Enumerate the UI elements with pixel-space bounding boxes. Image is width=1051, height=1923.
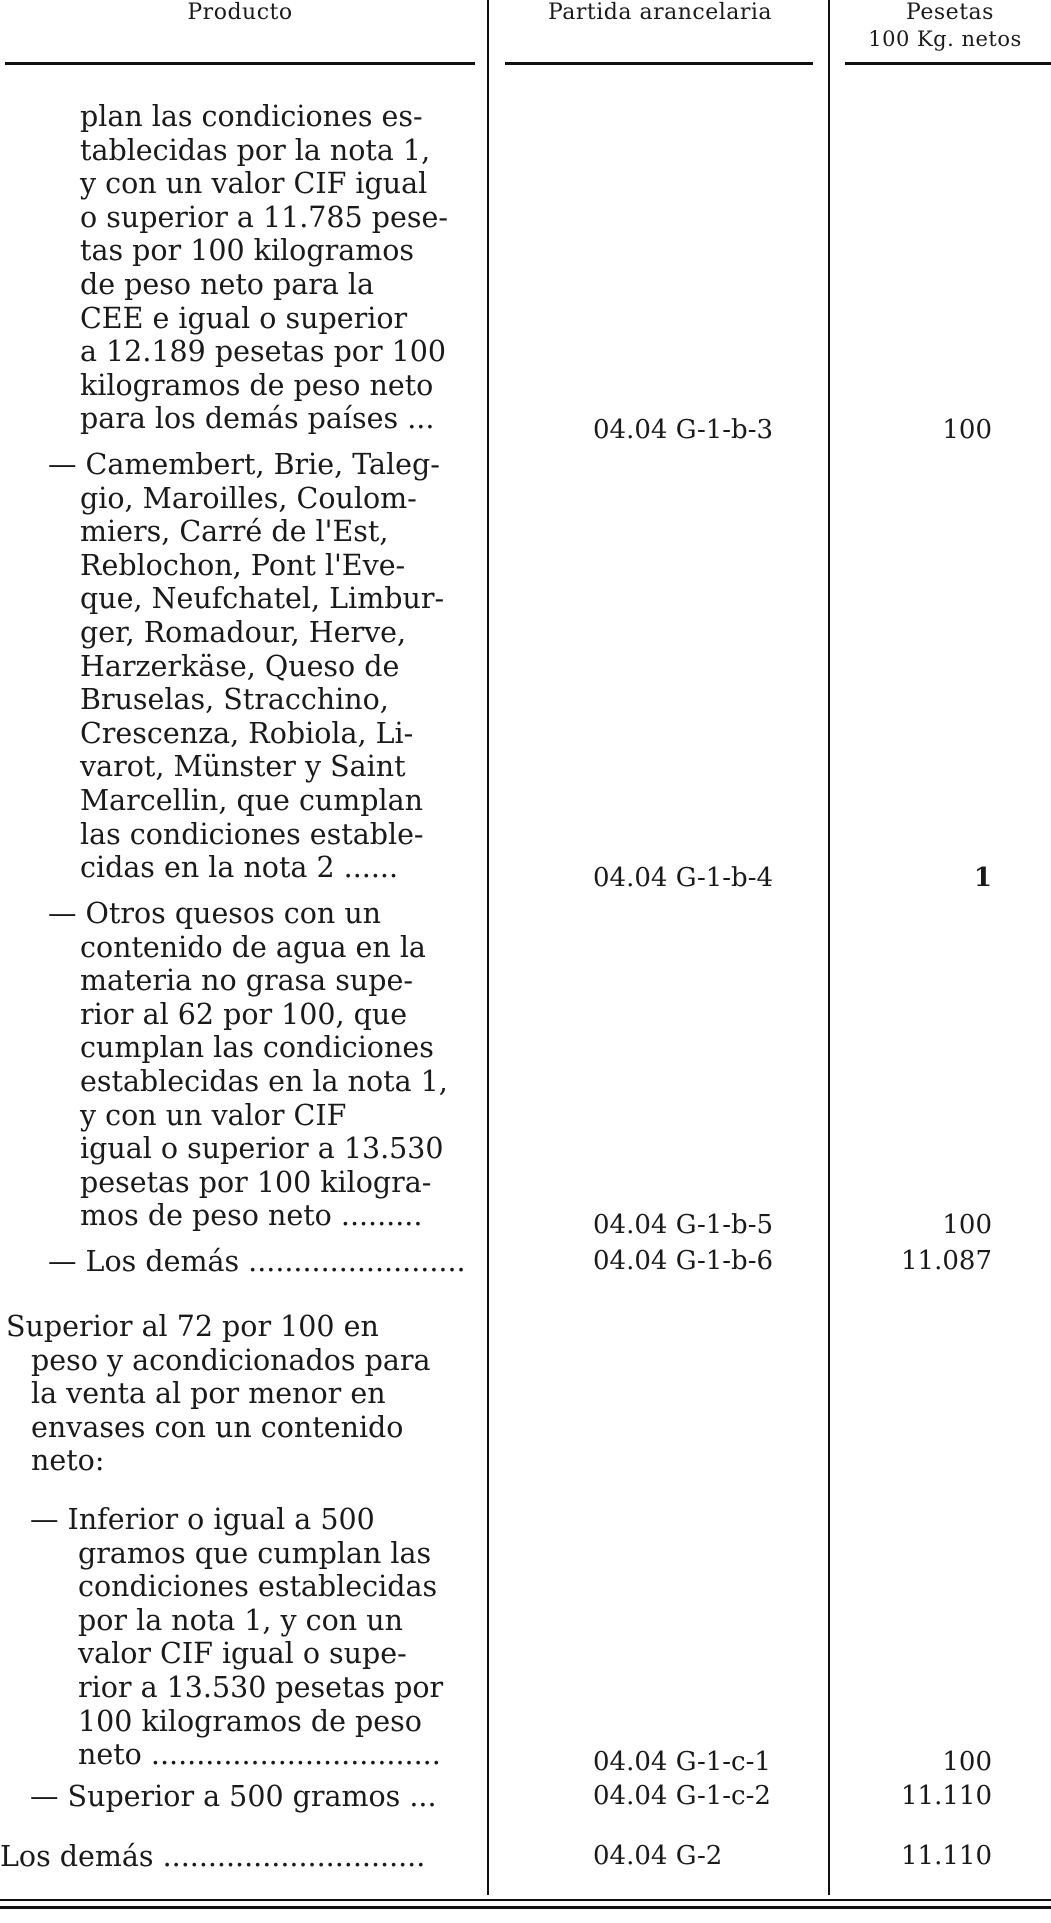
description-line: contenido de agua en la	[80, 930, 426, 964]
description-line: 100 kilogramos de peso	[78, 1704, 422, 1738]
product-description	[0, 897, 526, 1233]
header-rule-pesetas	[845, 62, 1051, 65]
description-line: pesetas por 100 kilogra-	[80, 1165, 432, 1199]
tariff-code: 04.04 G-1-c-1	[593, 1747, 771, 1777]
description-line: ger, Romadour, Herve,	[80, 615, 407, 649]
header-pesetas: Pesetas	[906, 0, 994, 25]
price-value: 11.087	[901, 1246, 992, 1276]
description-line: a 12.189 pesetas por 100	[80, 335, 447, 369]
price-value: 11.110	[901, 1841, 992, 1871]
description-line: — Camembert, Brie, Taleg-	[48, 448, 440, 481]
description-line: y con un valor CIF igual	[80, 167, 428, 201]
description-line: kilogramos de peso neto	[80, 368, 434, 402]
description-line: Marcellin, que cumplan	[80, 783, 424, 817]
description-line: — Inferior o igual a 500	[30, 1503, 375, 1536]
description-line: Superior al 72 por 100 en	[6, 1310, 379, 1343]
description-line: neto ................................	[78, 1738, 441, 1772]
description-line: igual o superior a 13.530	[80, 1132, 444, 1166]
description-line: las condiciones estable-	[80, 817, 424, 851]
description-line: CEE e igual o superior	[80, 301, 408, 335]
description-line: Los demás .............................	[0, 1840, 426, 1873]
description-line: tas por 100 kilogramos	[80, 234, 414, 268]
header-100-kg-netos: 100 Kg. netos	[868, 27, 1022, 51]
column-divider-2	[828, 0, 830, 1895]
description-line: o superior a 11.785 pese-	[80, 200, 448, 234]
description-line: Bruselas, Stracchino,	[80, 683, 389, 717]
description-line: — Superior a 500 gramos ...	[30, 1780, 437, 1813]
product-description	[0, 1840, 478, 1874]
description-line: peso y acondicionados para	[31, 1343, 431, 1377]
description-line: por la nota 1, y con un	[78, 1603, 403, 1637]
description-line: condiciones establecidas	[78, 1570, 438, 1604]
price-value: 1	[973, 863, 992, 893]
description-line: envases con un contenido	[31, 1410, 404, 1444]
description-line: Crescenza, Robiola, Li-	[80, 716, 414, 750]
description-line: rior al 62 por 100, que	[80, 997, 408, 1031]
description-line: varot, Münster y Saint	[80, 750, 406, 784]
description-line: para los demás países ...	[80, 402, 435, 436]
tariff-code: 04.04 G-1-b-3	[593, 415, 774, 445]
product-description	[0, 1245, 526, 1279]
price-value: 100	[942, 415, 992, 445]
price-value: 11.110	[901, 1781, 992, 1811]
product-description	[0, 100, 558, 436]
description-line: — Los demás ........................	[48, 1245, 466, 1278]
tariff-code: 04.04 G-1-b-6	[593, 1246, 774, 1276]
description-line: mos de peso neto .........	[80, 1199, 423, 1233]
description-line: cumplan las condiciones	[80, 1031, 434, 1065]
tariff-code: 04.04 G-1-b-4	[593, 863, 774, 893]
product-description	[0, 1503, 508, 1772]
description-line: establecidas en la nota 1,	[80, 1064, 448, 1098]
header-partida-arancelaria: Partida arancelaria	[547, 0, 773, 25]
description-line: gramos que cumplan las	[78, 1536, 432, 1570]
description-line: gio, Maroilles, Coulom-	[80, 481, 417, 515]
description-line: plan las condiciones es-	[80, 100, 423, 133]
description-line: neto:	[31, 1444, 105, 1478]
description-line: materia no grasa supe-	[80, 964, 413, 998]
description-line: cidas en la nota 2 ......	[80, 851, 399, 885]
price-value: 100	[942, 1747, 992, 1777]
product-description	[0, 1780, 508, 1814]
description-line: la venta al por menor en	[31, 1377, 386, 1411]
header-rule-partida	[505, 62, 813, 65]
description-line: de peso neto para la	[80, 267, 375, 301]
tariff-code: 04.04 G-2	[593, 1841, 723, 1871]
description-line: que, Neufchatel, Limbur-	[80, 582, 445, 616]
bottom-rule	[0, 1899, 1051, 1901]
product-description	[0, 1310, 484, 1478]
tariff-code: 04.04 G-1-c-2	[593, 1781, 771, 1811]
bottom-rule	[0, 1906, 1051, 1909]
description-line: — Otros quesos con un	[48, 897, 382, 930]
price-value: 100	[942, 1210, 992, 1240]
description-line: Reblochon, Pont l'Eve-	[80, 548, 406, 582]
product-description	[0, 448, 526, 885]
header-rule-producto	[5, 62, 475, 65]
tariff-code: 04.04 G-1-b-5	[593, 1210, 774, 1240]
description-line: miers, Carré de l'Est,	[80, 515, 389, 549]
description-line: tablecidas por la nota 1,	[80, 133, 431, 167]
description-line: valor CIF igual o supe-	[78, 1637, 407, 1671]
description-line: rior a 13.530 pesetas por	[78, 1670, 444, 1704]
description-line: y con un valor CIF	[80, 1098, 347, 1132]
header-producto: Producto	[187, 0, 293, 25]
description-line: Harzerkäse, Queso de	[80, 649, 400, 683]
